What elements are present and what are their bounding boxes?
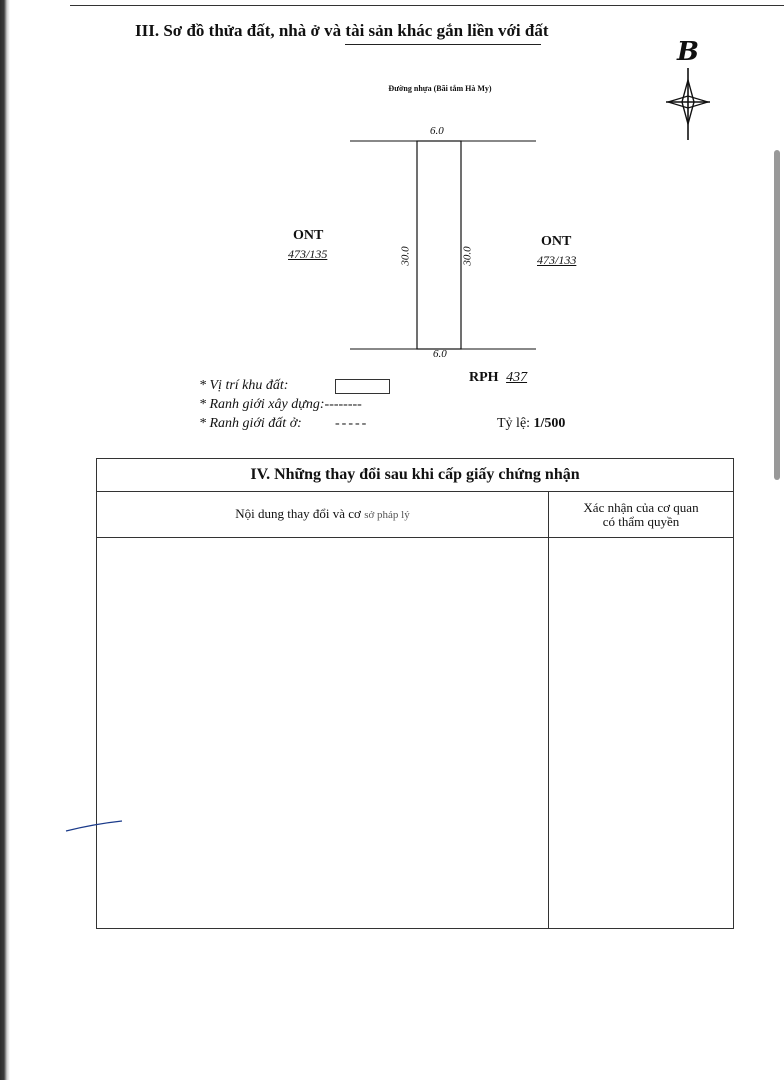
column-header-content: [97, 492, 549, 538]
legend-building-boundary: * Ranh giới xây dựng:--------: [199, 397, 362, 412]
legend-residential-boundary: * Ranh giới đất ở:: [199, 416, 302, 431]
section-title-underline: [345, 44, 541, 45]
rph-label: RPH: [469, 370, 499, 385]
north-compass-icon: [660, 36, 716, 144]
section-title: III. Sơ đồ thửa đất, nhà ở và tài sản khác gắn liền với đất: [135, 21, 549, 40]
content-cell: [97, 538, 549, 929]
column-header-content-faint: sở pháp lý: [364, 509, 410, 521]
right-neighbor-zone: ONT: [541, 234, 572, 249]
legend-residential-dash: -----: [335, 416, 369, 431]
column-header-content-text: Nội dung thay đổi và cơ: [235, 506, 365, 521]
changes-table-title: IV. Những thay đổi sau khi cấp giấy chứng nhận: [97, 459, 734, 492]
column-header-confirmation: [549, 492, 734, 538]
legend-location-box: [335, 379, 390, 394]
rph-number: 437: [506, 370, 528, 385]
legend-location: * Vị trí khu đất:: [199, 378, 289, 393]
compass-letter: B: [677, 37, 699, 67]
plot-right-length: 30.0: [461, 246, 474, 266]
confirmation-cell: [549, 538, 734, 929]
column-header-confirmation-line1: Xác nhận của cơ quan: [583, 499, 699, 515]
scrollbar-thumb[interactable]: [774, 150, 780, 480]
plot-bottom-width: 6.0: [433, 348, 447, 360]
scale-label: Tỷ lệ:: [497, 416, 531, 431]
column-header-confirmation-line2: có thẩm quyền: [602, 513, 680, 529]
changes-table: [96, 458, 734, 929]
scale-value: 1/500: [533, 416, 566, 431]
left-neighbor-parcel: 473/135: [288, 247, 328, 261]
pen-mark: [64, 818, 126, 834]
plot-diagram: [340, 130, 550, 360]
scan-left-edge: [0, 0, 10, 1080]
plot-top-width: 6.0: [430, 125, 444, 137]
plot-left-length: 30.0: [399, 246, 412, 266]
top-border-line: [70, 5, 784, 6]
right-neighbor-parcel: 473/133: [537, 253, 577, 267]
left-neighbor-zone: ONT: [293, 228, 324, 243]
road-label: Đường nhựa (Bãi tắm Hà My): [388, 84, 492, 93]
